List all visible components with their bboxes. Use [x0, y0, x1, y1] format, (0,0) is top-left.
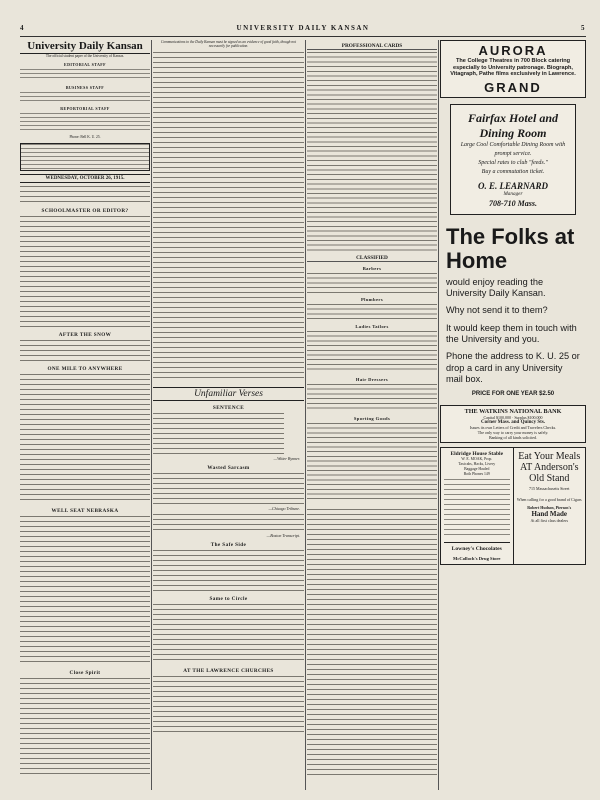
column-rule [438, 40, 439, 790]
staff-listing [20, 69, 150, 81]
directory-listings [307, 273, 437, 293]
article-text [153, 514, 304, 532]
ad-title: Lowney's Chocolates [451, 546, 502, 553]
headline: The Safe Side [210, 541, 247, 548]
page-number-left: 4 [20, 24, 25, 32]
fairfax-hotel-ad [450, 104, 576, 215]
article-text [153, 604, 304, 664]
directory-subheading: Plumbers [360, 297, 384, 302]
ad-line: Phone the address to K. U. 25 or drop a card in any University mail box. [446, 351, 580, 384]
directory-listings [307, 423, 437, 503]
ad-line: W. E. MOAK, Prop. [461, 457, 493, 462]
ad-line: Large Cool Comfortable Dining Room with prompt service. [460, 141, 566, 157]
ad-line: Issues its own Letters of Credit and Travelers Checks. [469, 425, 557, 431]
ad-title: The Folks at Home [446, 223, 575, 273]
article-text [20, 374, 150, 504]
kansan-subscription-ad [440, 221, 586, 401]
article-text [20, 516, 150, 666]
directory-listings [307, 304, 437, 320]
ad-address: 708-710 Mass. [488, 198, 537, 208]
column-ads [440, 40, 586, 790]
page-number-right: 5 [581, 24, 586, 32]
ad-title: Eldridge House Stable [450, 451, 504, 458]
watkins-bank-ad [440, 405, 586, 443]
reportorial-staff-heading: REPORTORIAL STAFF [60, 106, 110, 112]
headline: SCHOOLMASTER OR EDITOR? [41, 207, 129, 214]
article-text [153, 473, 304, 505]
ad-title: GRAND [484, 79, 542, 95]
ad-title: Hand Made [531, 510, 568, 519]
article-text [153, 52, 304, 382]
article-text [20, 340, 150, 362]
directory-listings [307, 52, 437, 252]
ad-title: THE WATKINS NATIONAL BANK [464, 408, 562, 416]
business-staff-heading: BUSINESS STAFF [65, 85, 105, 91]
column-editorial [20, 40, 150, 790]
signature: —Witter Bynner. [273, 455, 300, 461]
directory-listings [307, 331, 437, 373]
communications-note: Communications to the Daily Kansan must be signed as an evidence of good faith, though not necessarily for publication. [161, 40, 296, 49]
aurora-theatre-ad [440, 40, 586, 98]
directory-heading: CLASSIFIED [307, 255, 437, 262]
andersons-meals-ad [513, 448, 586, 564]
paper-flag: University Daily Kansan [20, 40, 150, 54]
column-rule [305, 40, 306, 790]
directory-subheading: Barbers [362, 266, 382, 271]
staff-listing [20, 113, 150, 133]
directory-listings [307, 384, 437, 412]
ad-price: PRICE FOR ONE YEAR $2.50 [471, 391, 555, 398]
signature: —Chicago Tribune. [268, 505, 300, 511]
staff-listing [20, 92, 150, 102]
ad-title: AURORA [478, 43, 548, 58]
ad-title: Eat Your Meals AT Anderson's Old Stand [518, 451, 581, 485]
headline: AFTER THE SNOW [58, 331, 112, 338]
directory-subheading: Sporting Goods [353, 416, 391, 421]
ad-line: would enjoy reading the University Daily Kansan. [446, 276, 546, 299]
ad-address: 715 Massachusetts Street [529, 486, 570, 492]
ad-line: Why not send it to them? [446, 305, 548, 316]
eldridge-stable-ad [441, 448, 513, 564]
headline: ONE MILE TO ANYWHERE [47, 365, 123, 372]
headline: AT THE LAWRENCE CHURCHES [183, 667, 274, 674]
ad-title: Fairfax Hotel and Dining Room [467, 110, 558, 140]
ad-line: When calling for a good brand of Cigars [516, 497, 582, 503]
directory-subheading: Hair Dressers [355, 377, 389, 382]
ad-line: Both Phones 149 [463, 471, 490, 476]
column-directory [307, 40, 437, 790]
column-communications [153, 40, 304, 790]
headline: Same to Circle [209, 595, 248, 602]
directory-heading: PROFESSIONAL CARDS [307, 43, 437, 50]
ad-address: Corner Mass. and Quincy Sts. [480, 420, 546, 426]
headline: Wasted Sarcasm [207, 464, 250, 471]
headline: WELL SEAT NEBRASKA [51, 507, 119, 514]
ad-line: Special rates to club "feeds." [478, 159, 548, 166]
section-title: Unfamiliar Verses [153, 387, 304, 401]
ad-body: The College Theatres in 700 Block catering especially to University patronage. Biograph, Vitagraph, Pathe films exclusively in Lawrence. [450, 58, 576, 78]
article-text [20, 186, 150, 204]
bottom-ads [440, 447, 586, 565]
ad-line: The only way to carry your money is safely. [477, 430, 549, 436]
ad-text [444, 479, 510, 539]
article-text [307, 509, 437, 779]
ad-line: Capital $100,000 · Surplus $100,000 [483, 415, 543, 421]
notice-box [20, 143, 150, 171]
ad-name: O. E. LEARNARD [477, 180, 548, 191]
masthead-title: UNIVERSITY DAILY KANSAN [236, 24, 370, 32]
masthead [20, 24, 586, 37]
ad-line: McColloch's Drug Store [453, 556, 501, 562]
ad-line: Baggage Hauled [464, 466, 490, 471]
article-text [20, 678, 150, 778]
phone-line: Phone: Bell K. U. 25. [69, 135, 101, 140]
flag-subtitle: The official student paper of the University of Kansas. [45, 54, 125, 58]
ad-line: It would keep them in touch with the University and you. [446, 322, 577, 344]
lowney-chocolates-ad [444, 542, 510, 561]
ad-name: Robert Hudson, Pierson's [527, 505, 572, 511]
ad-line: At all first class dealers [530, 518, 569, 524]
signature: —Boston Transcript. [266, 532, 300, 538]
article-text [153, 550, 304, 592]
poem-title: SENTENCE [212, 404, 245, 411]
headline: Close Spirit [69, 669, 101, 676]
poem-text [153, 413, 284, 455]
article-text [153, 676, 304, 736]
ad-line: Banking of all kinds solicited. [488, 435, 538, 441]
article-text [20, 216, 150, 328]
issue-date: WEDNESDAY, OCTOBER 26, 1915. [20, 174, 150, 183]
ad-line: Buy a commutation ticket. [481, 168, 545, 175]
ad-line: Taxicabs, Hacks, Livery [458, 461, 496, 466]
editorial-staff-heading: EDITORIAL STAFF [64, 62, 106, 68]
ad-line: Manager [503, 190, 523, 197]
directory-subheading: Ladies Tailors [355, 324, 389, 329]
column-rule [151, 40, 152, 790]
